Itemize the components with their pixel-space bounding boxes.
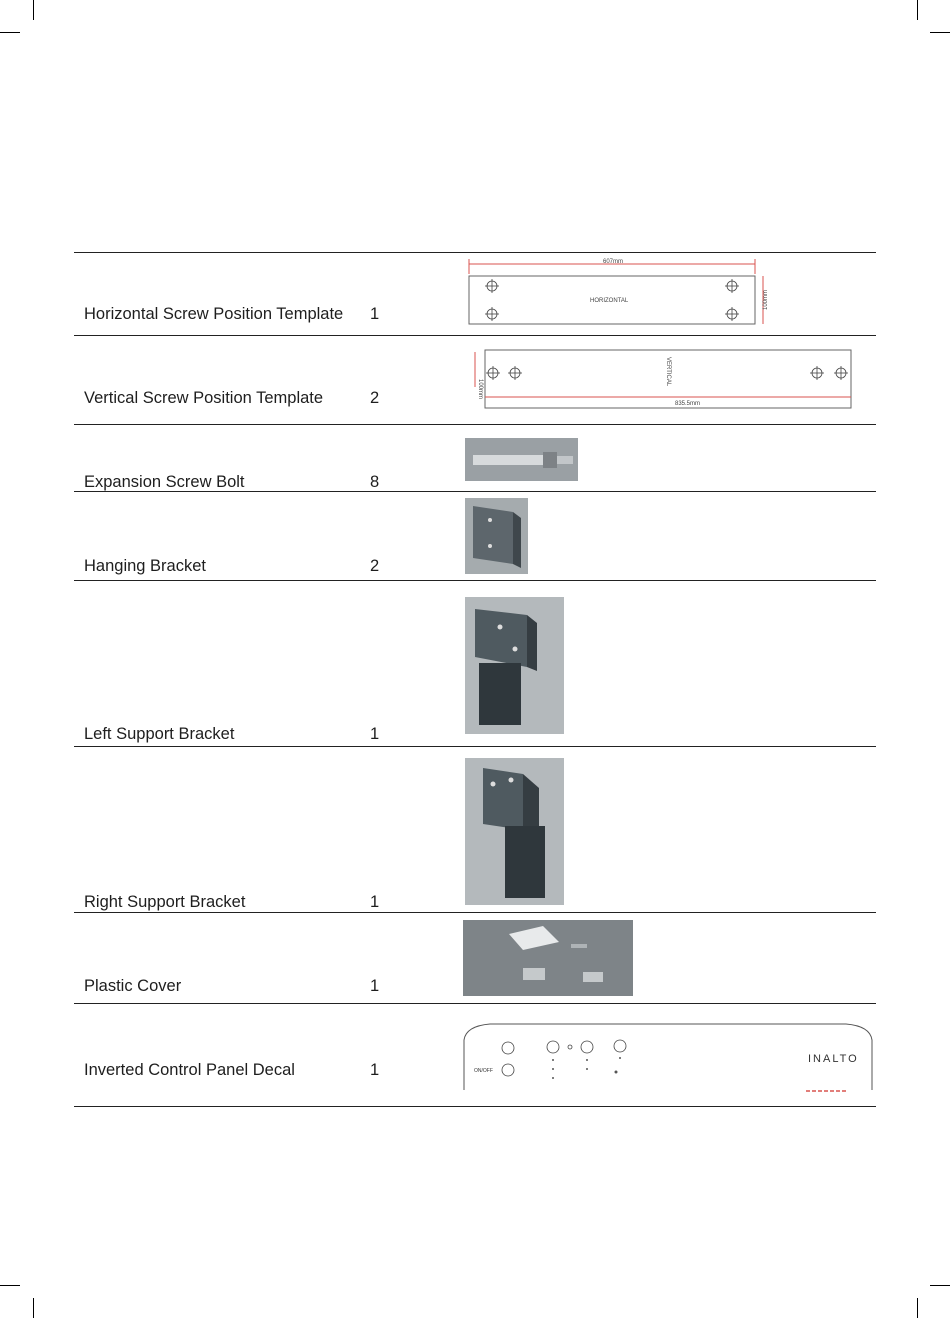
item-name: Expansion Screw Bolt — [84, 473, 245, 491]
item-quantity: 1 — [370, 305, 380, 323]
crop-mark — [0, 32, 20, 33]
drawing-height-label: 100mm — [477, 379, 483, 400]
item-name: Right Support Bracket — [84, 893, 246, 911]
right-bracket-photo-icon — [465, 758, 564, 905]
table-rule — [74, 580, 876, 581]
decal-power-label: ON/OFF — [474, 1068, 493, 1074]
item-name: Left Support Bracket — [84, 725, 235, 743]
item-name: Horizontal Screw Position Template — [84, 305, 344, 323]
vertical-template-drawing-icon — [465, 347, 855, 413]
item-quantity: 8 — [370, 473, 380, 491]
crop-mark — [0, 1285, 20, 1286]
item-name: Plastic Cover — [84, 977, 182, 995]
table-rule — [74, 335, 876, 336]
crop-mark — [930, 1285, 950, 1286]
table-rule — [74, 252, 876, 253]
item-quantity: 1 — [370, 893, 380, 911]
table-rule — [74, 912, 876, 913]
item-name: Inverted Control Panel Decal — [84, 1061, 295, 1079]
crop-mark — [917, 1298, 918, 1318]
drawing-height-label: 100mm — [763, 289, 769, 310]
table-rule — [74, 746, 876, 747]
drawing-title: VERTICAL — [665, 357, 671, 387]
crop-mark — [33, 1298, 34, 1318]
crop-mark — [917, 0, 918, 20]
drawing-width-label: 835.5mm — [675, 401, 701, 407]
item-name: Hanging Bracket — [84, 557, 206, 575]
table-rule — [74, 1003, 876, 1004]
drawing-title: HORIZONTAL — [590, 298, 629, 304]
table-rule — [74, 424, 876, 425]
item-quantity: 2 — [370, 389, 380, 407]
hanging-bracket-photo-icon — [465, 498, 528, 574]
left-bracket-photo-icon — [465, 597, 564, 734]
item-quantity: 1 — [370, 725, 380, 743]
control-panel-decal-icon — [460, 1020, 876, 1094]
item-quantity: 2 — [370, 557, 380, 575]
decal-brand: INALTO — [808, 1053, 859, 1065]
item-quantity: 1 — [370, 1061, 380, 1079]
item-quantity: 1 — [370, 977, 380, 995]
crop-mark — [930, 32, 950, 33]
drawing-width-label: 607mm — [603, 259, 624, 265]
plastic-cover-photo-icon — [463, 920, 633, 996]
crop-mark — [33, 0, 34, 20]
item-name: Vertical Screw Position Template — [84, 389, 324, 407]
bolt-photo-icon — [465, 438, 578, 481]
table-rule — [74, 1106, 876, 1107]
horizontal-template-drawing-icon — [465, 254, 775, 330]
